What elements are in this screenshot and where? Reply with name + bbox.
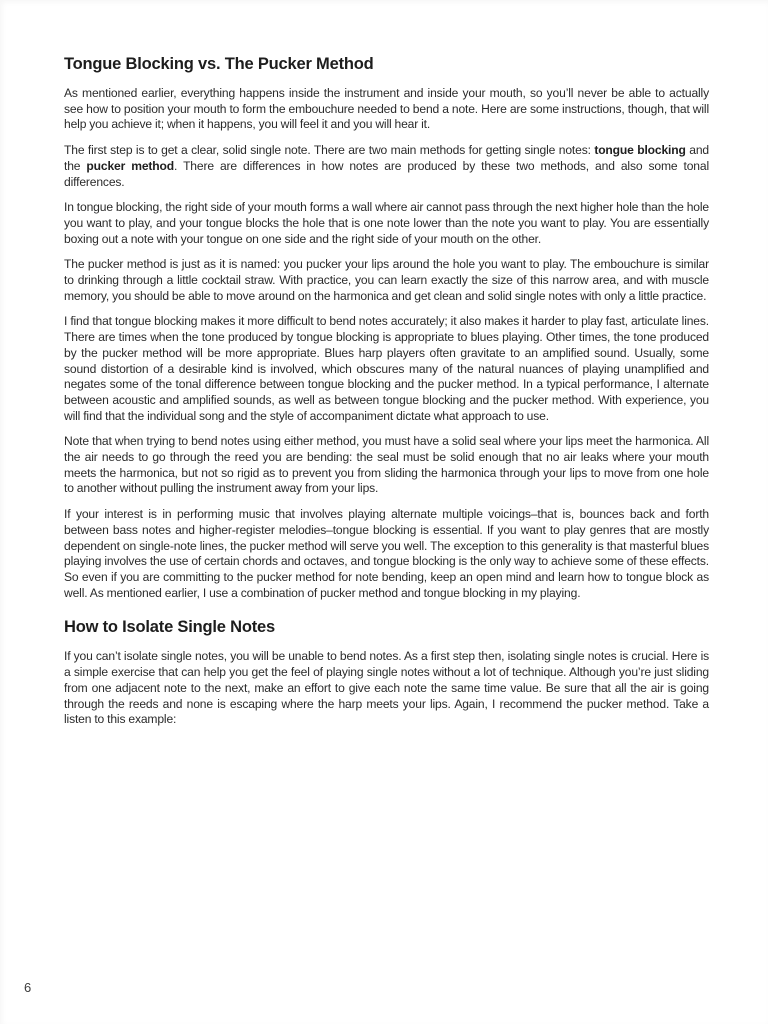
body-text: If you can’t isolate single notes, you will be unable to bend notes. As a first step then, isolating single notes is crucial. Here is a simple exercise that can help you get the feel of playing single notes without a lot of technique. Although you’re just sliding from one adjacent note to the next, make an effort to give each note the same time value. Be sure that all the air is going through the reeds and none is escaping where the harp meets your lips. Again, I recommend the pucker method. Take a listen to this example: bbox=[64, 649, 709, 727]
paragraph bbox=[64, 200, 709, 247]
paragraph bbox=[64, 507, 709, 601]
paragraph bbox=[64, 143, 709, 190]
section-1 bbox=[64, 55, 709, 601]
bold-text: tongue blocking bbox=[594, 143, 686, 158]
page-content bbox=[64, 55, 709, 738]
paragraph bbox=[64, 257, 709, 304]
section-heading: Tongue Blocking vs. The Pucker Method bbox=[64, 55, 374, 73]
body-text: In tongue blocking, the right side of your mouth forms a wall where air cannot pass through the next higher hole than the hole you want to play, and your tongue blocks the hole that is one note lower than the note you want to play. You are essentially boxing out a note with your tongue on one side and the right side of your mouth on the other. bbox=[64, 200, 709, 246]
body-text: If your interest is in performing music that involves playing alternate multiple voicings–that is, bounces back and forth between bass notes and higher-register melodies–tongue blocking is essential. If you want to play genres that are mostly dependent on single-note lines, the pucker method will serve you well. The exception to this generality is that masterful blues playing involves the use of certain chords and octaves, and tongue blocking is the only way to achieve some of these effects. So even if you are committing to the pucker method for note bending, keep an open mind and learn how to tongue block as well. As mentioned earlier, I use a combination of pucker method and tongue blocking in my playing. bbox=[64, 507, 709, 600]
body-text: The first step is to get a clear, solid single note. There are two main methods for getting single notes: bbox=[64, 143, 595, 158]
paragraph bbox=[64, 649, 709, 728]
section-2 bbox=[64, 618, 709, 728]
body-text: I find that tongue blocking makes it more difficult to bend notes accurately; it also makes it harder to play fast, articulate lines. There are times when the tone produced by tongue blocking is appropriate to blues playing. Other times, the tone produced by the pucker method will be more appropriate. Blues harp players often gravitate to an amplified sound. Usually, some sound distortion of a desirable kind is involved, which obscures many of the natural nuances of playing unamplified and negates some of the tonal difference between tongue blocking and the pucker method. In a typical performance, I alternate between acoustic and amplified sounds, as well as between tongue blocking and the pucker method. With experience, you will find that the individual song and the style of accompaniment dictate what approach to use. bbox=[64, 314, 709, 423]
bold-text: pucker method bbox=[86, 158, 175, 173]
body-text: As mentioned earlier, everything happens inside the instrument and inside your mouth, so you’ll never be able to actually see how to position your mouth to form the embouchure needed to bend a note. Here are some instructions, though, that will help you achieve it; when it happens, you will feel it and you will hear it. bbox=[64, 86, 709, 132]
body-text: The pucker method is just as it is named: you pucker your lips around the hole you want to play. The embouchure is similar to drinking through a little cocktail straw. With practice, you can learn exactly the size of this narrow area, and with muscle memory, you should be able to move around on the harmonica and get clean and solid single notes with only a little practice. bbox=[64, 257, 709, 303]
section-heading: How to Isolate Single Notes bbox=[64, 618, 275, 637]
body-text: and the bbox=[64, 143, 709, 173]
paragraph bbox=[64, 434, 709, 497]
paragraph bbox=[64, 86, 709, 133]
body-text: . There are differences in how notes are produced by these two methods, and also some tonal differences. bbox=[64, 158, 709, 189]
paragraph bbox=[64, 314, 709, 424]
page-number: 6 bbox=[24, 980, 32, 995]
body-text: Note that when trying to bend notes using either method, you must have a solid seal where your lips meet the harmonica. All the air needs to go through the reed you are bending: the seal must be solid enough that no air leaks where your mouth meets the harmonica, but not so rigid as to prevent you from sliding the harmonica through your lips to move from one hole to another without pulling the instrument away from your lips. bbox=[64, 434, 709, 496]
